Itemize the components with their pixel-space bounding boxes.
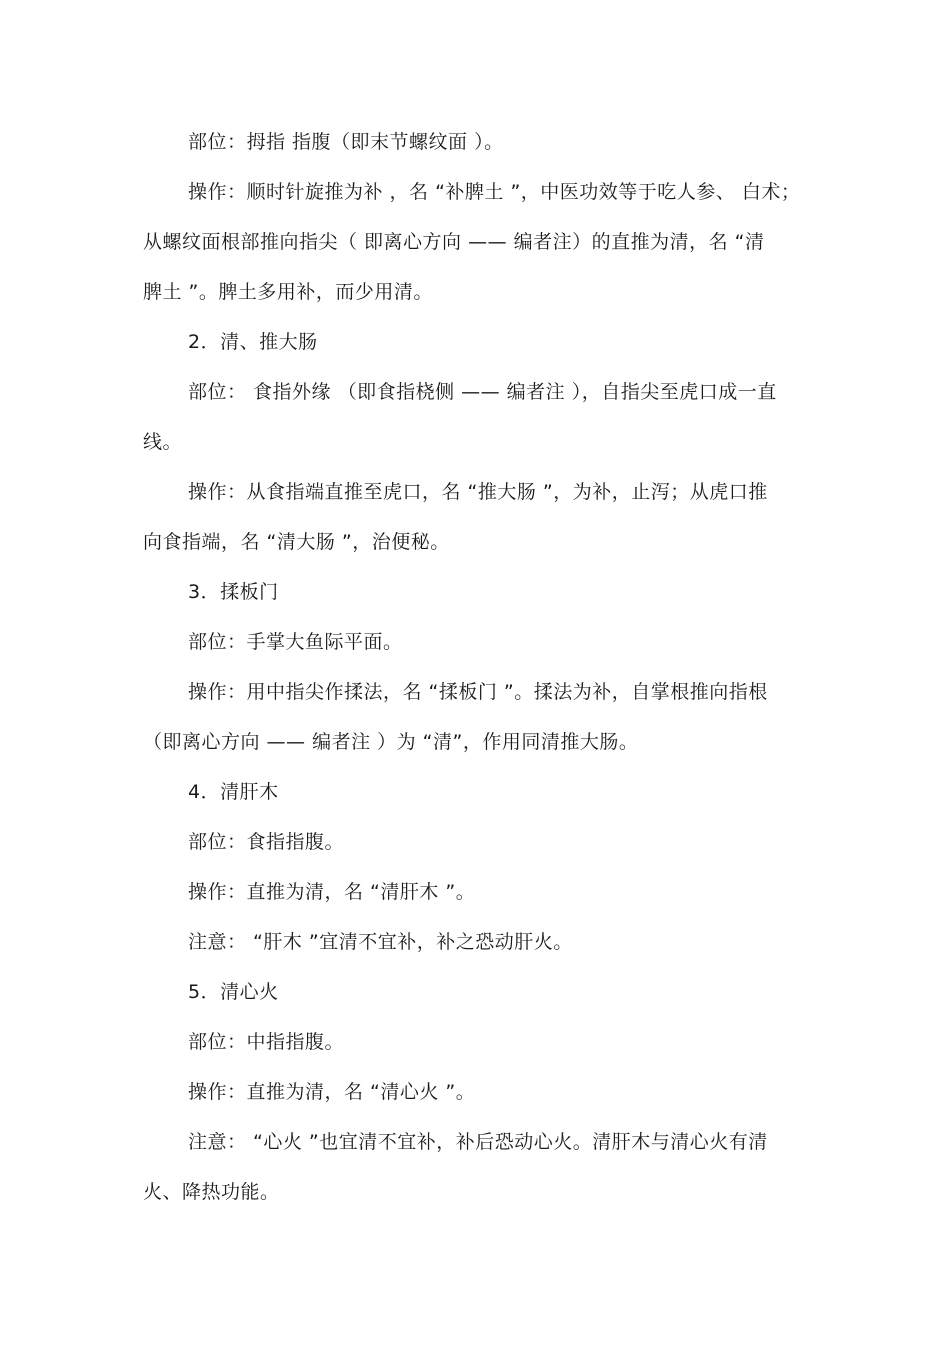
paragraph-line: 注意： “肝木 ”宜清不宜补，补之恐动肝火。 (188, 931, 573, 953)
section-heading: 4．清肝木 (188, 781, 279, 803)
paragraph-line: 脾土 ”。脾土多用补，而少用清。 (143, 281, 433, 303)
paragraph-line: 操作：从食指端直推至虎口，名 “推大肠 ”，为补，止泻；从虎口推 (188, 481, 768, 503)
paragraph-line: 从螺纹面根部推向指尖（ 即离心方向 —— 编者注）的直推为清，名 “清 (143, 231, 765, 253)
paragraph-line: 部位：拇指 指腹（即末节螺纹面 ）。 (188, 131, 504, 153)
paragraph-line: 部位：手掌大鱼际平面。 (188, 631, 403, 653)
paragraph-line: 部位： 食指外缘 （即食指桡侧 —— 编者注 ），自指尖至虎口成一直 (188, 381, 777, 403)
section-heading: 2．清、推大肠 (188, 331, 318, 353)
paragraph-line: 火、降热功能。 (143, 1181, 280, 1203)
paragraph-line: 部位：中指指腹。 (188, 1031, 345, 1053)
paragraph-line: 向食指端，名 “清大肠 ”，治便秘。 (143, 531, 450, 553)
paragraph-line: 线。 (143, 431, 183, 453)
paragraph-line: 操作：用中指尖作揉法，名 “揉板门 ”。揉法为补，自掌根推向指根 (188, 681, 768, 703)
paragraph-line: 操作：顺时针旋推为补 ，名 “补脾土 ”，中医功效等于吃人参、 白术； (188, 181, 801, 203)
section-heading: 3．揉板门 (188, 581, 279, 603)
section-heading: 5．清心火 (188, 981, 279, 1003)
paragraph-line: （即离心方向 —— 编者注 ）为 “清”，作用同清推大肠。 (143, 731, 639, 753)
paragraph-line: 注意： “心火 ”也宜清不宜补，补后恐动心火。清肝木与清心火有清 (188, 1131, 768, 1153)
paragraph-line: 操作：直推为清，名 “清心火 ”。 (188, 1081, 476, 1103)
paragraph-line: 操作：直推为清，名 “清肝木 ”。 (188, 881, 476, 903)
paragraph-line: 部位：食指指腹。 (188, 831, 345, 853)
